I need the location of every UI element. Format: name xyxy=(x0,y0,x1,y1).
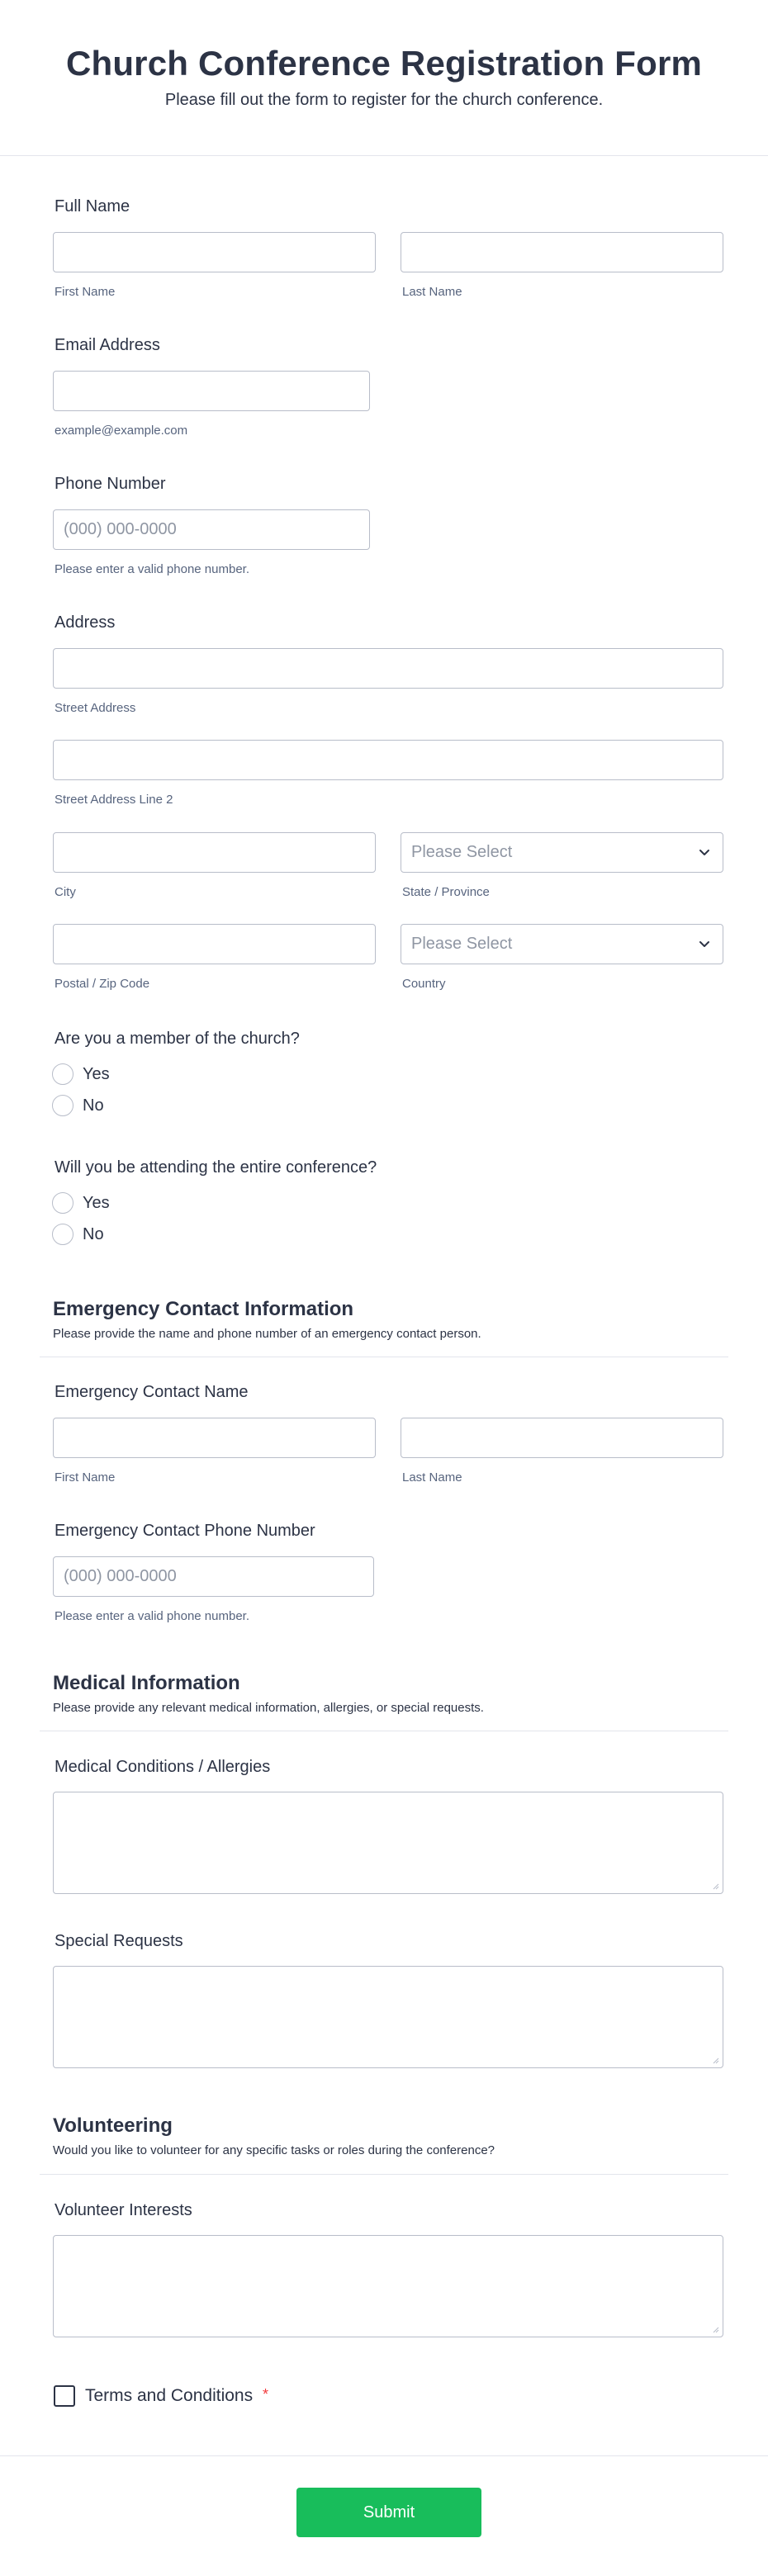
email-hint: example@example.com xyxy=(55,424,188,438)
email-input[interactable] xyxy=(53,371,370,411)
special-requests-label: Special Requests xyxy=(55,1932,183,1950)
terms-checkbox[interactable] xyxy=(54,2385,75,2407)
volunteering-section-desc: Would you like to volunteer for any specific tasks or roles during the conference? xyxy=(53,2143,495,2157)
terms-label-text: Terms and Conditions xyxy=(85,2386,254,2405)
attending-question-label: Will you be attending the entire conference? xyxy=(55,1158,377,1177)
email-label: Email Address xyxy=(55,336,160,354)
attending-no-label[interactable]: No xyxy=(83,1225,104,1243)
medical-section-title: Medical Information xyxy=(53,1672,240,1694)
volunteer-interests-label: Volunteer Interests xyxy=(55,2201,192,2219)
street-address-input[interactable] xyxy=(53,648,723,689)
last-name-sublabel: Last Name xyxy=(402,285,462,299)
emergency-first-name-input[interactable] xyxy=(53,1418,376,1458)
member-yes-radio[interactable] xyxy=(52,1063,73,1085)
form-header xyxy=(0,0,768,156)
full-name-label: Full Name xyxy=(55,197,130,215)
attending-yes-label[interactable]: Yes xyxy=(83,1194,110,1212)
member-yes-label[interactable]: Yes xyxy=(83,1065,110,1083)
country-sublabel: Country xyxy=(402,977,446,991)
emergency-section-title: Emergency Contact Information xyxy=(53,1298,354,1320)
form-subtitle: Please fill out the form to register for the church conference. xyxy=(164,91,604,109)
emergency-name-label: Emergency Contact Name xyxy=(55,1383,249,1401)
member-no-radio[interactable] xyxy=(52,1095,73,1116)
emergency-first-name-sublabel: First Name xyxy=(55,1470,116,1485)
emergency-section-desc: Please provide the name and phone number of an emergency contact person. xyxy=(53,1327,481,1341)
street-address-line2-input[interactable] xyxy=(53,740,723,780)
address-label: Address xyxy=(55,613,116,632)
attending-yes-radio[interactable] xyxy=(52,1192,73,1214)
street-address-line2-sublabel: Street Address Line 2 xyxy=(55,793,173,807)
zip-sublabel: Postal / Zip Code xyxy=(55,977,150,991)
state-sublabel: State / Province xyxy=(402,885,490,899)
volunteer-interests-textarea[interactable] xyxy=(53,2235,723,2337)
state-select-value: Please Select xyxy=(411,843,513,861)
chevron-down-icon xyxy=(698,937,711,950)
last-name-input[interactable] xyxy=(401,232,723,272)
city-input[interactable] xyxy=(53,832,376,873)
first-name-input[interactable] xyxy=(53,232,376,272)
submit-button[interactable]: Submit xyxy=(296,2488,481,2537)
emergency-phone-label: Emergency Contact Phone Number xyxy=(55,1522,315,1540)
resize-grip-icon[interactable] xyxy=(713,2057,719,2064)
city-sublabel: City xyxy=(55,885,76,899)
phone-hint: Please enter a valid phone number. xyxy=(55,562,249,576)
emergency-phone-input[interactable]: (000) 000-0000 xyxy=(53,1556,374,1597)
chevron-down-icon xyxy=(698,845,711,859)
terms-label[interactable] xyxy=(85,2386,268,2406)
medical-conditions-textarea[interactable] xyxy=(53,1792,723,1894)
country-select-value: Please Select xyxy=(411,935,513,953)
form-title: Church Conference Registration Form xyxy=(65,44,703,83)
medical-conditions-label: Medical Conditions / Allergies xyxy=(55,1758,271,1776)
emergency-phone-hint: Please enter a valid phone number. xyxy=(55,1609,249,1623)
state-select[interactable] xyxy=(401,832,723,873)
emergency-last-name-sublabel: Last Name xyxy=(402,1470,462,1485)
section-divider xyxy=(40,2174,728,2175)
street-address-sublabel: Street Address xyxy=(55,701,136,715)
phone-input[interactable]: (000) 000-0000 xyxy=(53,509,370,550)
resize-grip-icon[interactable] xyxy=(713,2327,719,2333)
member-no-label[interactable]: No xyxy=(83,1096,104,1115)
emergency-last-name-input[interactable] xyxy=(401,1418,723,1458)
medical-section-desc: Please provide any relevant medical information, allergies, or special requests. xyxy=(53,1701,484,1715)
required-asterisk: * xyxy=(262,2386,268,2403)
special-requests-textarea[interactable] xyxy=(53,1966,723,2068)
attending-no-radio[interactable] xyxy=(52,1224,73,1245)
first-name-sublabel: First Name xyxy=(55,285,116,299)
country-select[interactable] xyxy=(401,924,723,964)
phone-label: Phone Number xyxy=(55,475,166,493)
member-question-label: Are you a member of the church? xyxy=(55,1030,300,1048)
zip-input[interactable] xyxy=(53,924,376,964)
resize-grip-icon[interactable] xyxy=(713,1883,719,1890)
volunteering-section-title: Volunteering xyxy=(53,2114,173,2137)
